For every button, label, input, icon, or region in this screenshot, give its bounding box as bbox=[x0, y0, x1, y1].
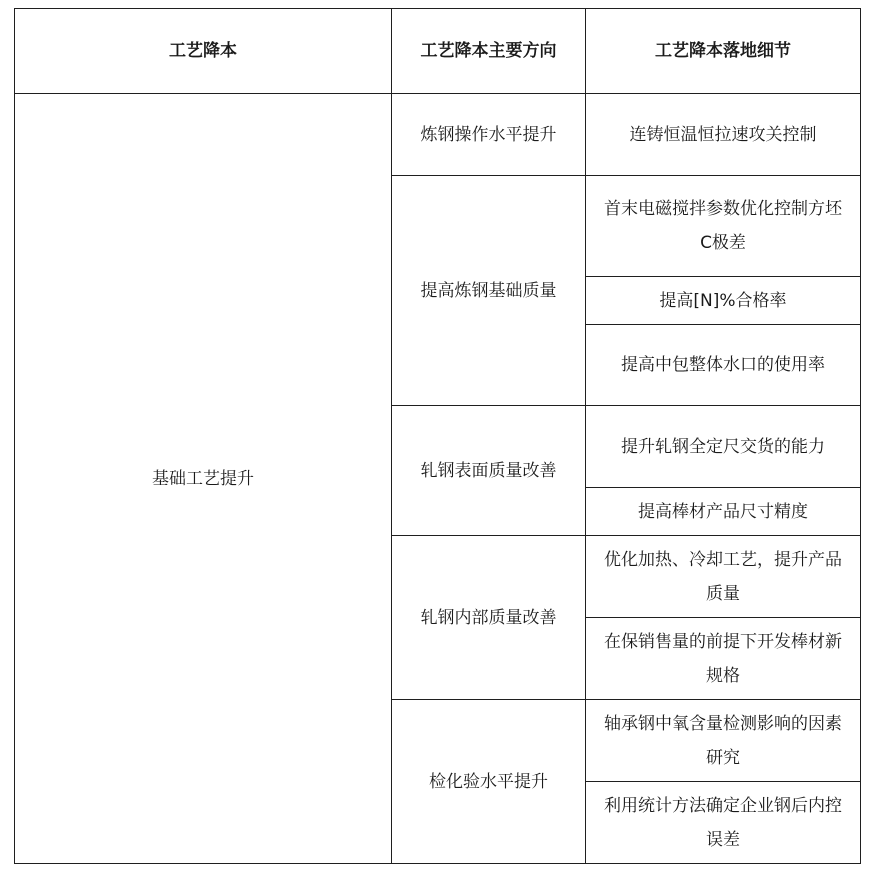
detail-cell: 优化加热、冷却工艺，提升产品质量 bbox=[586, 536, 861, 618]
main-category-cell: 基础工艺提升 bbox=[15, 94, 392, 864]
direction-cell: 检化验水平提升 bbox=[392, 700, 586, 864]
detail-cell: 连铸恒温恒拉速攻关控制 bbox=[586, 94, 861, 176]
header-cost-reduction: 工艺降本 bbox=[15, 9, 392, 94]
detail-cell: 提高棒材产品尺寸精度 bbox=[586, 488, 861, 536]
detail-cell: 提高[N]%合格率 bbox=[586, 277, 861, 325]
detail-cell: 在保销售量的前提下开发棒材新规格 bbox=[586, 618, 861, 700]
direction-cell: 轧钢表面质量改善 bbox=[392, 406, 586, 536]
header-main-direction: 工艺降本主要方向 bbox=[392, 9, 586, 94]
detail-cell: 利用统计方法确定企业钢后内控误差 bbox=[586, 782, 861, 864]
direction-cell: 轧钢内部质量改善 bbox=[392, 536, 586, 700]
header-implementation-detail: 工艺降本落地细节 bbox=[586, 9, 861, 94]
detail-cell: 轴承钢中氧含量检测影响的因素研究 bbox=[586, 700, 861, 782]
direction-cell: 炼钢操作水平提升 bbox=[392, 94, 586, 176]
process-cost-reduction-table bbox=[14, 8, 861, 864]
detail-cell: 首末电磁搅拌参数优化控制方坯C极差 bbox=[586, 176, 861, 277]
detail-cell: 提高中包整体水口的使用率 bbox=[586, 325, 861, 406]
header-row bbox=[15, 9, 861, 94]
detail-cell: 提升轧钢全定尺交货的能力 bbox=[586, 406, 861, 488]
direction-cell: 提高炼钢基础质量 bbox=[392, 176, 586, 406]
table-row bbox=[15, 94, 861, 176]
